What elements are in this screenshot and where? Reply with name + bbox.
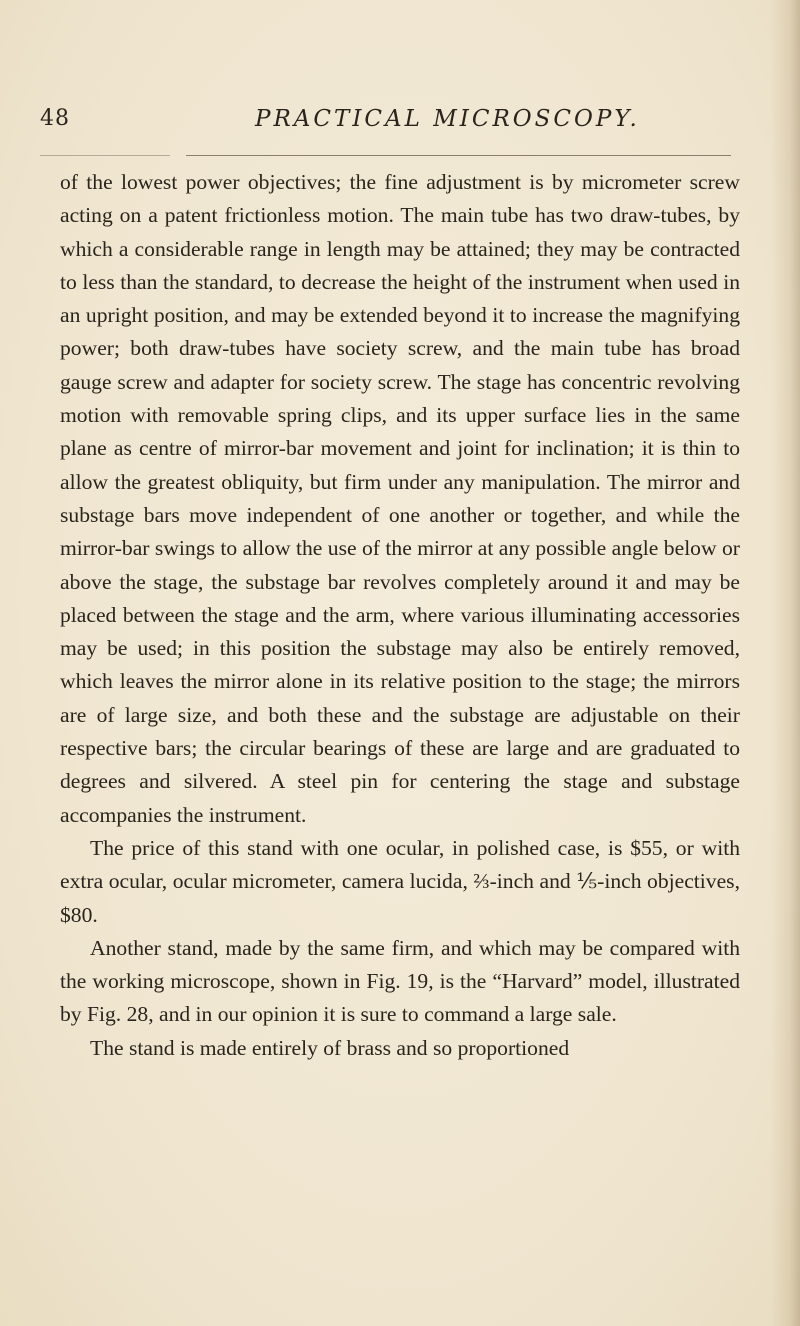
header-rule xyxy=(186,155,731,156)
page-number: 48 xyxy=(40,106,70,131)
running-head xyxy=(40,106,740,142)
paragraph-stand: The stand is made entirely of brass and so proportioned xyxy=(90,1035,570,1060)
paragraph-price: The price of this stand with one ocular, in polished case, is $55, or with extra ocular, ocular micrometer, camera lucida, ⅔-inch and ⅕-inch objectives, $80. xyxy=(60,835,740,927)
paragraph-continued: of the lowest power objectives; the fine adjustment is by micrometer screw acting on a patent frictionless motion. The main tube has two draw-tubes, by which a considerable range in length may be attained; they may be contracted to less than the standard, to decrease the height of the instrument when used in an upright position, and may be extended beyond it to increase the magnifying power; both draw-tubes have society screw, and the main tube has broad gauge screw and adapter for society screw. The stage has concentric revolving motion with removable spring clips, and its upper surface lies in the same plane as centre of mirror-bar movement and joint for inclination; it is thin to allow the greatest obliquity, but firm under any manipulation. The mirror and substage bars move independent of one another or together, and while the mirror-bar swings to allow the use of the mirror at any possible angle below or above the stage, the substage bar revolves completely around it and may be placed between the stage and the arm, where various illuminating accessories may be used; in this position the substage may also be entirely removed, which leaves the mirror alone in its relative position to the stage; the mirrors are of large size, and both these and the substage are adjustable on their respective bars; the circular bearings of these are large and are graduated to degrees and silvered. A steel pin for centering the stage and substage accompanies the instrument. xyxy=(60,170,740,827)
header-rule-left xyxy=(40,155,170,156)
paragraph-harvard-model: Another stand, made by the same firm, and which may be compared with the working microscope, shown in Fig. 19, is the “Harvard” model, illustrated by Fig. 28, and in our opinion it is sure to command a large sale. xyxy=(60,935,740,1027)
body-text xyxy=(60,166,740,1065)
page-title: PRACTICAL MICROSCOPY. xyxy=(255,106,640,132)
